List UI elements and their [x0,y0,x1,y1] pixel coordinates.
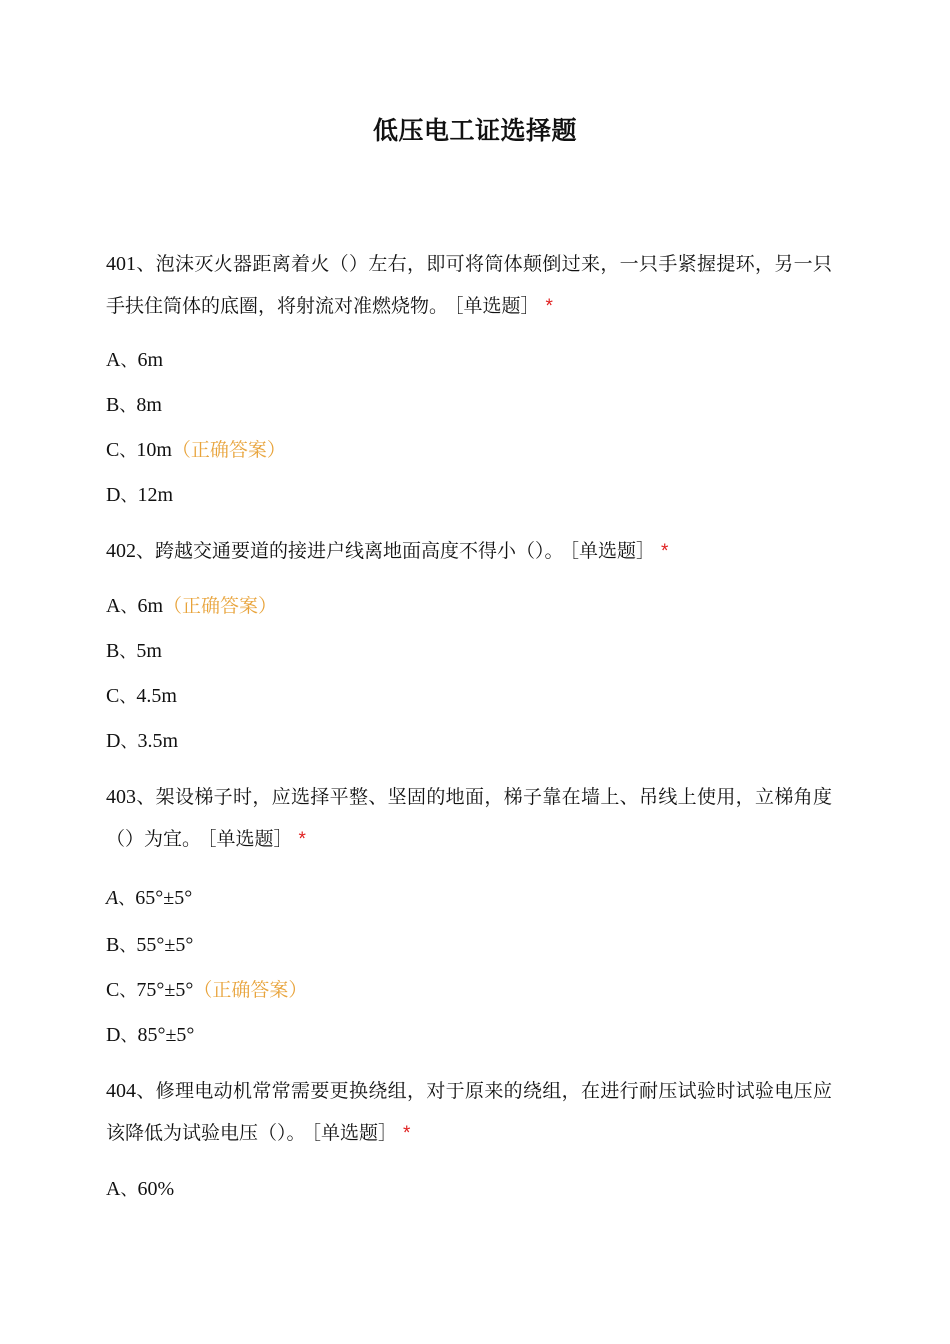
option-letter: B [106,640,120,662]
page-title: 低压电工证选择题 [372,116,577,145]
option-401-c[interactable] [106,436,286,465]
option-sep: 、 [120,1180,138,1200]
option-sep: 、 [120,597,138,617]
option-402-c[interactable] [106,682,177,711]
option-sep: 、 [119,441,137,461]
option-402-a[interactable] [106,592,277,621]
required-mark: * [298,829,306,850]
option-letter: A [106,887,119,909]
option-403-b[interactable] [106,931,193,960]
question-401 [106,243,832,328]
option-letter: A [106,595,121,617]
required-mark: * [545,296,553,317]
question-number: 401 [106,253,136,275]
option-403-d[interactable] [106,1021,194,1050]
option-sep: 、 [118,889,136,909]
required-mark: * [403,1123,411,1144]
option-sep: 、 [120,486,138,506]
option-text: 10m [136,439,172,461]
option-text: 85°±5° [137,1024,195,1046]
correct-answer-label: （正确答案） [193,979,308,1001]
option-402-b[interactable] [106,637,162,666]
question-sep: 、 [136,786,156,808]
question-number: 404 [106,1080,136,1102]
option-text: 60% [137,1178,175,1200]
question-sep: 、 [136,253,156,275]
option-sep: 、 [119,642,137,662]
question-404 [106,1070,832,1155]
option-text: 75°±5° [136,979,194,1001]
option-text: 65°±5° [135,887,193,909]
option-sep: 、 [119,687,137,707]
question-402 [106,530,832,573]
correct-answer-label: （正确答案） [163,595,278,617]
question-sep: 、 [136,1080,156,1102]
option-sep: 、 [119,981,137,1001]
question-type-tag: ［单选题］ [454,295,540,317]
option-sep: 、 [119,936,137,956]
option-text: 3.5m [137,730,179,752]
option-text: 5m [136,640,162,662]
option-404-a[interactable] [106,1175,174,1204]
required-mark: * [661,541,669,562]
question-403 [106,776,832,861]
question-number: 402 [106,540,136,562]
option-letter: D [106,484,121,506]
option-401-a[interactable] [106,346,163,375]
option-text: 4.5m [136,685,177,707]
option-403-a[interactable] [106,884,192,913]
option-letter: B [106,394,120,416]
option-text: 6m [137,595,164,617]
option-401-d[interactable] [106,481,173,510]
option-letter: B [106,934,120,956]
question-number: 403 [106,786,136,808]
option-text: 55°±5° [136,934,194,956]
option-letter: A [106,349,121,371]
option-sep: 、 [119,396,137,416]
option-sep: 、 [120,351,138,371]
option-text: 8m [136,394,162,416]
option-letter: C [106,439,120,461]
question-sep: 、 [136,540,156,562]
question-type-tag: ［单选题］ [207,828,293,850]
option-403-c[interactable] [106,976,307,1005]
question-text: 泡沫灭火器距离着火（）左右，即可将筒体颠倒过来，一只手紧握提环，另一只手扶住筒体的底圈，将射流对准燃烧物。 [106,253,832,317]
option-sep: 、 [120,732,138,752]
option-sep: 、 [120,1026,138,1046]
option-letter: D [106,730,121,752]
option-text: 12m [137,484,174,506]
question-text: 架设梯子时，应选择平整、坚固的地面，梯子靠在墙上、吊线上使用，立梯角度（）为宜。 [106,786,832,850]
question-type-tag: ［单选题］ [311,1122,398,1144]
question-type-tag: ［单选题］ [569,540,656,562]
option-402-d[interactable] [106,727,178,756]
option-letter: A [106,1178,121,1200]
correct-answer-label: （正确答案） [171,439,286,461]
question-text: 修理电动机常常需要更换绕组，对于原来的绕组，在进行耐压试验时试验电压应该降低为试验电压（）。 [106,1080,832,1144]
option-401-b[interactable] [106,391,162,420]
option-letter: D [106,1024,121,1046]
option-text: 6m [137,349,164,371]
option-letter: C [106,685,120,707]
option-letter: C [106,979,120,1001]
question-text: 跨越交通要道的接进户线离地面高度不得小（）。 [155,540,564,562]
